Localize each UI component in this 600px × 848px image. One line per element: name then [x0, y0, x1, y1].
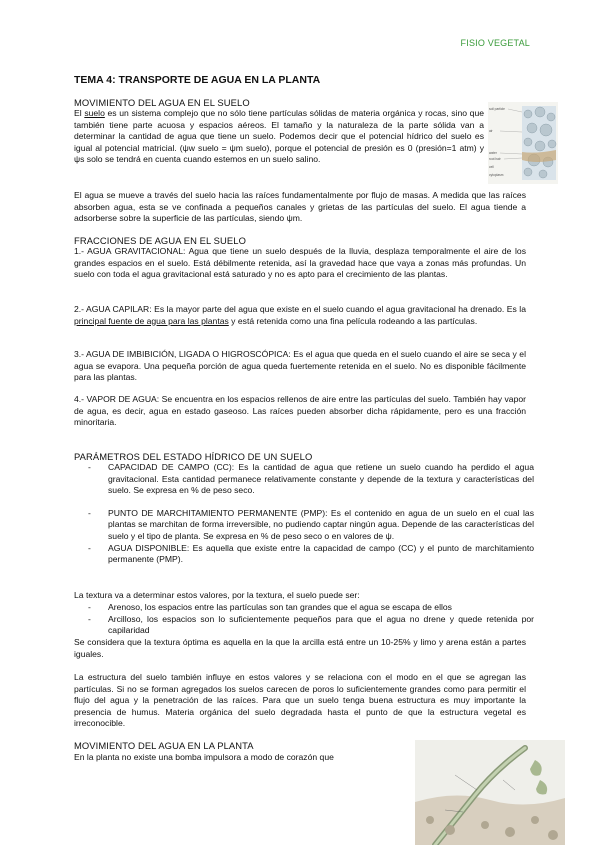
fig-label-2: water	[489, 151, 497, 155]
page-title: TEMA 4: TRANSPORTE DE AGUA EN LA PLANTA	[74, 74, 321, 86]
fraction-hygroscopic: 3.- AGUA DE IMBIBICIÓN, LIGADA O HIGROSCÓPICA: Es el agua que queda en el suelo cuando el aire se seca y el agua se evapora. Una pequeña porción de agua queda fuertemente retenida en el suelo. No es disponible fácilmente para las plantas.	[74, 349, 526, 383]
fraction-gravitational: 1.- AGUA GRAVITACIONAL: Agua que tiene un suelo después de la lluvia, desplaza temporalmente el aire de los grandes espacios en el suelo. Está débilmente retenida, así la gravedad hace que vaya a zonas más profundas. Un suelo con toda el agua gravitacional está saturado y no es apto para el crecimiento de las plantas.	[74, 246, 526, 280]
section-heading-soil-parameters: PARÁMETROS DEL ESTADO HÍDRICO DE UN SUELO	[74, 451, 313, 462]
soil-underlined-word: suelo	[84, 108, 105, 118]
texture-optimal: Se considera que la textura óptima es aquella en la que la arcilla está entre un 10-25% y limo y arena están a partes iguales.	[74, 637, 526, 659]
plant-water-transport-figure	[415, 740, 565, 845]
fig-label-1: air	[489, 129, 493, 133]
section-heading-soil-water: MOVIMIENTO DEL AGUA EN EL SUELO	[74, 97, 250, 108]
paragraph-mass-flow: El agua se mueve a través del suelo hacia las raíces fundamentalmente por flujo de masas. A medida que las raíces absorben agua, esta se ve confinada a pequeños canales y grietas de las partículas del suelo. El agua tiende a adsorberse sobre la superficie de las partículas, siendo ψm.	[74, 190, 526, 224]
list-item: - CAPACIDAD DE CAMPO (CC): Es la cantidad de agua que retiene un suelo cuando ha perdido el agua gravitacional. Esta cantidad permanece relativamente constante y depende de la textura y características del suelo. Se expresa en % de peso seco.	[74, 462, 534, 497]
capillary-underlined-phrase: principal fuente de agua para las plantas	[74, 315, 229, 326]
subject-header: FISIO VEGETAL	[460, 38, 530, 48]
parameters-list	[74, 462, 534, 566]
texture-intro: La textura va a determinar estos valores, por la textura, el suelo puede ser:	[74, 590, 360, 600]
list-item: - PUNTO DE MARCHITAMIENTO PERMANENTE (PMP): Es el contenido en agua de un suelo en el cual las plantas se marchitan de forma irreversible, no pudiendo captar ningún agua. Depende de las características del suelo y el tipo de planta. Se expresa en % de peso seco o en valores de ψ.	[74, 508, 534, 543]
list-item: - Arenoso, los espacios entre las partículas son tan grandes que el agua se escapa de ellos	[74, 602, 534, 614]
fraction-capillary: 2.- AGUA CAPILAR: Es la mayor parte del agua que existe en el suelo cuando el agua gravitacional ha drenado. Es la principal fuente de agua para las plantas y está retenida como una fina película rodeando a las partículas.	[74, 304, 526, 326]
list-item: - Arcilloso, los espacios son lo suficientemente pequeños para que el agua no drene y quede retenida por capilaridad	[74, 614, 534, 637]
section-heading-water-fractions: FRACCIONES DE AGUA EN EL SUELO	[74, 235, 246, 246]
texture-list	[74, 602, 534, 637]
fraction-vapor: 4.- VAPOR DE AGUA: Se encuentra en los espacios rellenos de aire entre las partículas del suelo. También hay vapor de agua, es decir, agua en estado gaseoso. Las raíces pueden absorber dicha rápidamente, pero es una fracción minoritaria.	[74, 394, 526, 428]
list-item: - AGUA DISPONIBLE: Es aquella que existe entre la capacidad de campo (CC) y el punto de marchitamiento permanente (PMP).	[74, 543, 534, 566]
soil-particles-figure	[488, 102, 558, 184]
fig-label-4: cell	[489, 165, 494, 169]
soil-structure-paragraph: La estructura del suelo también influye en estos valores y se relaciona con el modo en el que se agregan las partículas. Si no se forman agregados los suelos carecen de poros lo suficientemente grandes como para permitir el flujo del agua y la penetración de las raíces. Para que un suelo tenga buena estructura es muy importante la presencia de humus. Materia orgánica del suelo degradada hasta el punto de que la estructura vegetal es irreconocible.	[74, 672, 526, 729]
plant-water-paragraph: En la planta no existe una bomba impulsora a modo de corazón que	[74, 752, 334, 762]
fig-label-0: soil particle	[489, 107, 505, 111]
section-heading-plant-water: MOVIMIENTO DEL AGUA EN LA PLANTA	[74, 740, 254, 751]
fig-label-3: root hair	[489, 157, 501, 161]
fig-label-5: cytoplasm	[489, 173, 504, 177]
paragraph-soil-definition: El suelo es un sistema complejo que no sólo tiene partículas sólidas de materia orgánica y rocas, sino que también tiene parte acuosa y espacios aéreos. El tamaño y la naturaleza de la parte sólida van a determinar la cantidad de agua que tiene un suelo. Podemos decir que el potencial hídrico del suelo es igual al potencial matricial. (ψw suelo = ψm suelo), porque el potencial de presión es 0 (presión=1 atm) y ψs solo se tendrá en cuenta cuando estemos en un suelo salino.	[74, 108, 485, 165]
